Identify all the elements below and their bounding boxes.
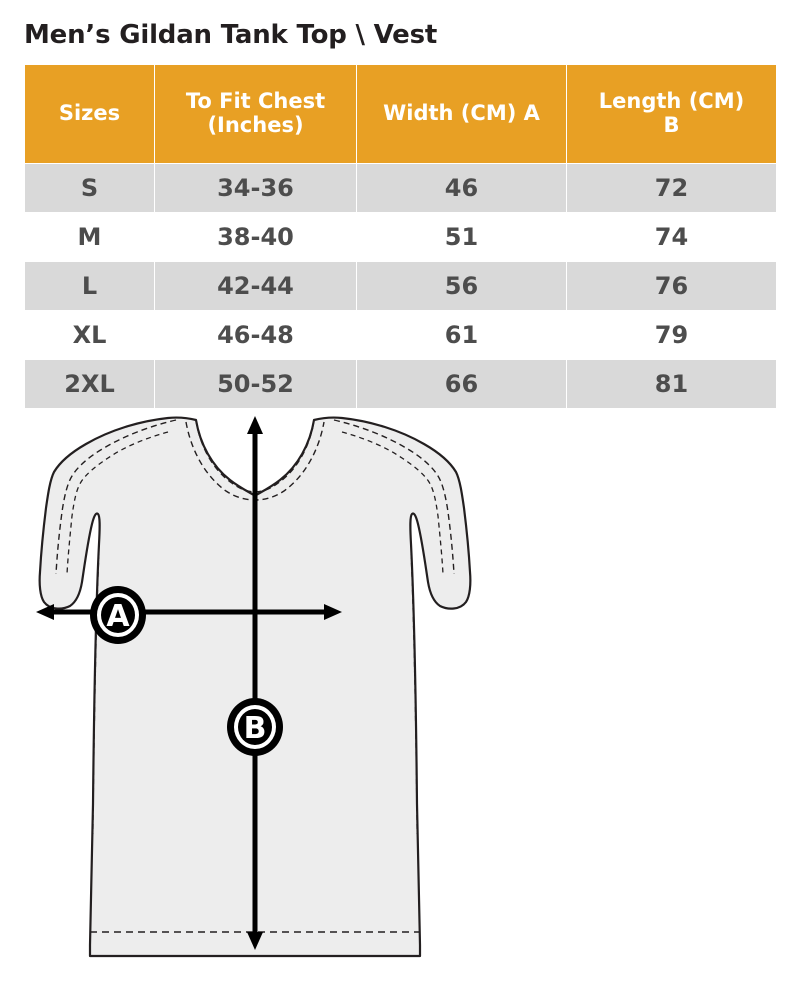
cell-size: 2XL [25,360,155,409]
column-header-chest-line2: (Inches) [207,113,304,137]
cell-length: 76 [567,262,777,311]
measurement-badge-b-label: B [243,711,267,746]
column-header-chest [155,65,357,164]
cell-chest: 42-44 [155,262,357,311]
measurement-badge-b [227,698,283,756]
column-header-sizes [25,65,155,164]
cell-width: 56 [357,262,567,311]
cell-width: 66 [357,360,567,409]
cell-width: 46 [357,164,567,213]
cell-chest: 46-48 [155,311,357,360]
measurement-badge-a-label: A [106,599,130,634]
column-header-width [357,65,567,164]
cell-size: M [25,213,155,262]
column-header-length-line1: Length (CM) [598,89,745,114]
cell-chest: 34-36 [155,164,357,213]
cell-length: 74 [567,213,777,262]
table-header-row [25,65,777,164]
column-header-length [567,65,777,164]
column-header-length-line2: B [663,113,680,137]
cell-size: S [25,164,155,213]
column-header-chest-line1: To Fit Chest [185,89,326,114]
garment-diagram [0,404,800,985]
cell-width: 51 [357,213,567,262]
table-row [25,262,777,311]
cell-width: 61 [357,311,567,360]
table-row [25,164,777,213]
table-row [25,213,777,262]
page-title: Men’s Gildan Tank Top \ Vest [24,20,438,50]
cell-length: 81 [567,360,777,409]
cell-length: 72 [567,164,777,213]
cell-length: 79 [567,311,777,360]
cell-chest: 38-40 [155,213,357,262]
table-row [25,360,777,409]
cell-size: XL [25,311,155,360]
column-header-sizes-label: Sizes [58,101,121,126]
table-row [25,311,777,360]
cell-size: L [25,262,155,311]
column-header-width-label: Width (CM) A [383,101,540,126]
cell-chest: 50-52 [155,360,357,409]
measurement-badge-a [90,586,146,644]
size-chart-table [24,64,777,409]
